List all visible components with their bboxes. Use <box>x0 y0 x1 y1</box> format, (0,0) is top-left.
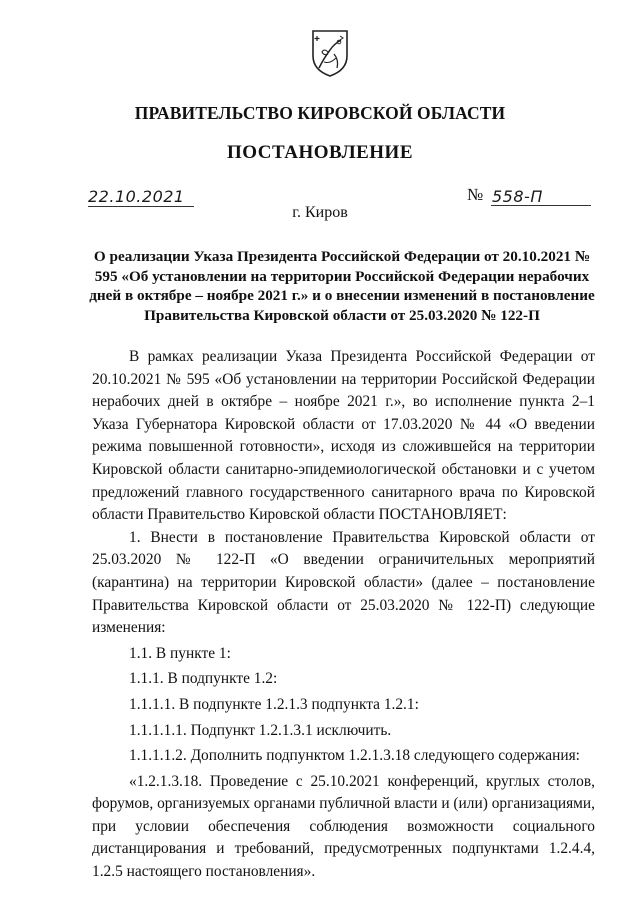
paragraph: В рамках реализации Указа Президента Российской Федерации от 20.10.2021 № 595 «Об установлении на территории Российской Федерации нерабочих дней в октябре – ноябре 2021 г.», во исполнение пункта 2–1 Указа Губернатора Кировской области от 17.03.2020 № 44 «О введении режима повышенной готовности», исходя из сложившейся на территории Кировской области санитарно-эпидемиологической обстановки и с учетом предложений главного государственного санитарного врача по Кировской области Правительство Кировской области ПОСТАНОВЛЯЕТ: <box>92 348 595 524</box>
paragraph: 1.1.1.1.2. Дополнить подпунктом 1.2.1.3.18 следующего содержания: <box>129 747 580 765</box>
number-value: 558-П <box>492 187 543 206</box>
paragraph: 1.1.1.1. В подпункте 1.2.1.3 подпункта 1.2.1: <box>129 695 419 713</box>
date-value: 22.10.2021 <box>88 187 185 206</box>
paragraph: 1.1. В пункте 1: <box>129 644 231 662</box>
paragraph: 1.1.1.1.1. Подпункт 1.2.1.3.1 исключить. <box>129 721 392 739</box>
government-heading: ПРАВИТЕЛЬСТВО КИРОВСКОЙ ОБЛАСТИ <box>134 103 506 123</box>
document-type-heading: ПОСТАНОВЛЕНИЕ <box>226 142 414 163</box>
paragraph: «1.2.1.3.18. Проведение с 25.10.2021 конференций, круглых столов, форумов, организуемых органами публичной власти и (или) организациями, при условии обеспечения соблюдения возможности социального дистанцирования и требований, предусмотренных подпунктами 1.2.4.4, 1.2.5 настоящего постановления». <box>92 772 595 881</box>
paragraph: 1. Внести в постановление Правительства Кировской области от 25.03.2020 № 122-П «О введении ограничительных мероприятий (карантина) на территории Кировской области» (далее – постановление Правительства Кировской области от 25.03.2020 № 122-П) следующие изменения: <box>92 528 595 637</box>
document-title: О реализации Указа Президента Российской Федерации от 20.10.2021 № 595 «Об установлении на территории Российской Федерации нерабочих дней в октябре – ноябре 2021 г.» и о внесении изменений в постановление Правительства Кировской области от 25.03.2020 № 122-П <box>89 248 595 324</box>
document-body <box>92 346 595 884</box>
kirov-coat-of-arms-icon <box>310 28 350 78</box>
paragraph: 1.1.1. В подпункте 1.2: <box>129 670 278 688</box>
number-sign: № <box>467 185 484 204</box>
city-label: г. Киров <box>292 204 348 221</box>
